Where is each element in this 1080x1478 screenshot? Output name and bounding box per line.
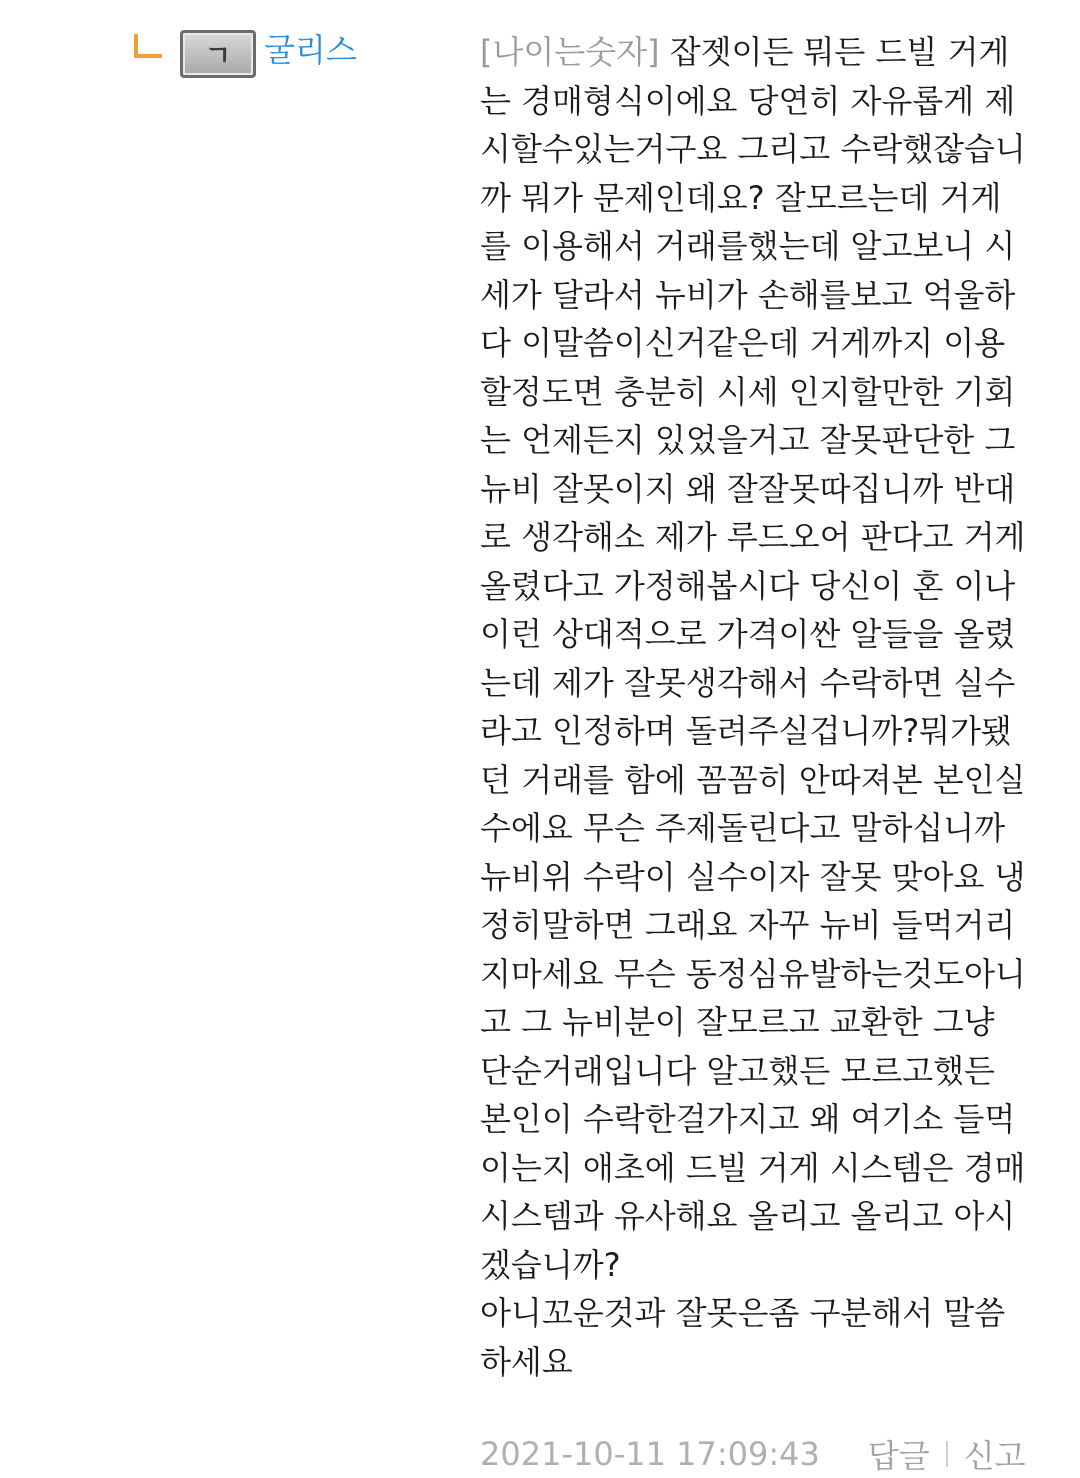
comment-text: 잡젯이든 뭐든 드빌 거게 는 경매형식이에요 당연히 자유롭게 제시할수있는거구요 그리고 수락했잖습니까 뭐가 문제인데요? 잘모르는데 거게를 이용해서 거래를했는데 알고보니 시세가 달라서 뉴비가 손해를보고 억울하다 이말씀이신거같은데 거게까지 이용할정도면 충분히 시세 인지할만한 기회는 언제든지 있었을거고 잘못판단한 그 뉴비 잘못이지 왜 잘잘못따집니까 반대로 생각해소 제가 루드오어 판다고 거게올렸다고 가정해봅시다 당신이 혼 이나 이런 상대적으로 가격이싼 알들을 올렸는데 제가 잘못생각해서 수락하면 실수라고 인정하며 돌려주실겁니까?뭐가됐던 거래를 함에 꼼꼼히 안따져본 본인실수에요 무슨 주제돌린다고 말하십니까 뉴비위 수락이 실수이자 잘못 맞아요 냉정히말하면 그래요 자꾸 뉴비 들먹거리지마세요 무슨 동정심유발하는것도아니고 그 뉴비분이 잘모르고 교환한 그냥 단순거래입니다 알고했든 모르고했든 본인이 수락한걸가지고 왜 여기소 들먹이는지 애초에 드빌 거게 시스템은 경매 시스템과 유사해요 올리고 올리고 아시겠습니까? 아니꼬운것과 잘못은좀 구분해서 말씀하세요 (480, 33, 1026, 1381)
comment-author-nickname[interactable]: 굴리스 (264, 31, 357, 69)
reply-button[interactable]: 답글 (867, 1437, 930, 1475)
level-badge-icon: ㄱ (180, 30, 256, 78)
comment-timestamp: 2021-10-11 17:09:43 (480, 1435, 820, 1473)
comment-body (480, 28, 1028, 1386)
report-button[interactable]: 신고 (963, 1437, 1026, 1475)
footer-divider (946, 1441, 948, 1467)
reply-arrow-icon (134, 34, 162, 58)
mention-tag[interactable]: [나이는숫자] (480, 33, 660, 71)
comment-footer (480, 1430, 1028, 1478)
